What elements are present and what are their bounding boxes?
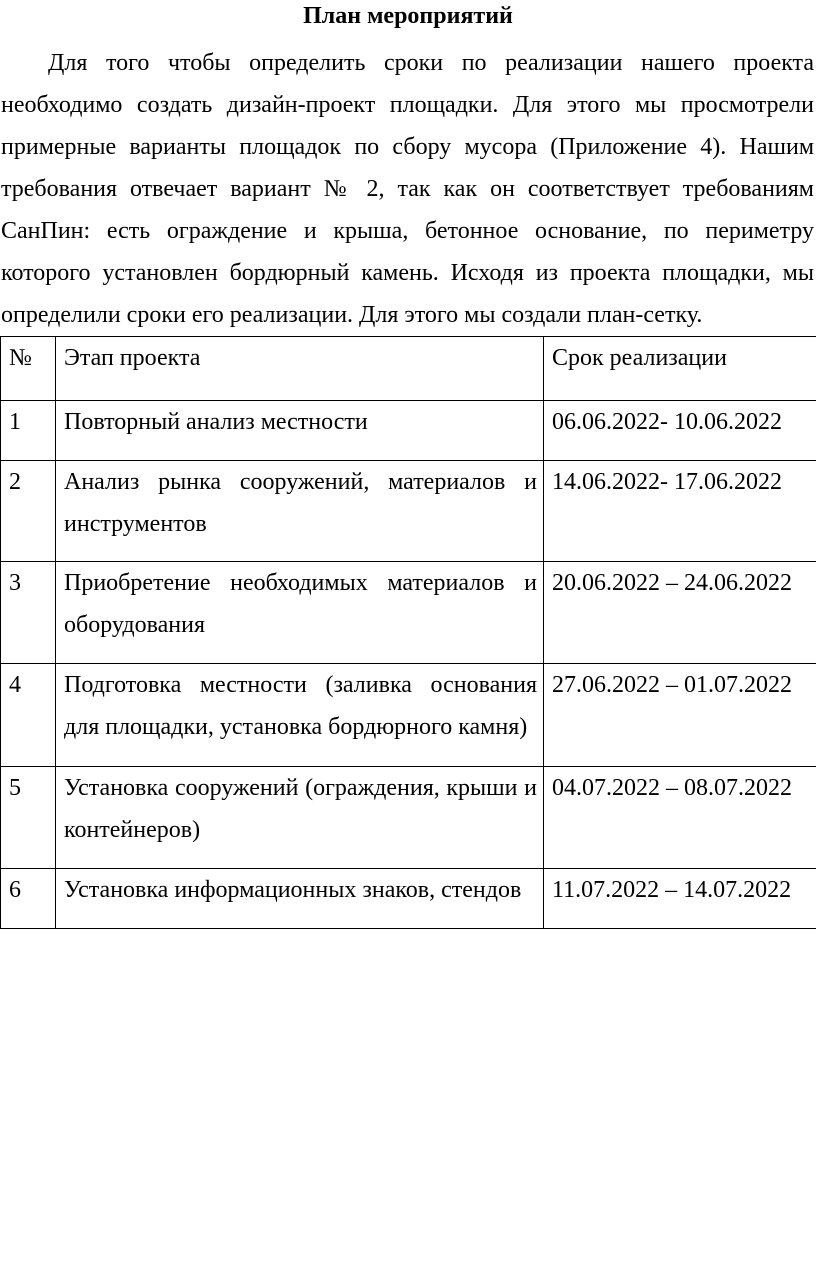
page-title: План мероприятий <box>303 3 513 29</box>
row-number: 4 <box>1 664 56 767</box>
table-header-row <box>1 337 816 401</box>
table-row <box>1 767 816 869</box>
plan-table <box>0 336 816 929</box>
row-stage: Анализ рынка сооружений, материалов и инструментов <box>56 461 544 562</box>
row-deadline: 06.06.2022- 10.06.2022 <box>544 401 816 461</box>
row-stage: Подготовка местности (заливка основания для площадки, установка бордюрного камня) <box>56 664 544 767</box>
row-deadline: 04.07.2022 – 08.07.2022 <box>544 767 816 869</box>
table-row <box>1 869 816 929</box>
header-deadline: Срок реализации <box>544 337 816 401</box>
row-stage: Повторный анализ местности <box>56 401 544 461</box>
row-stage: Установка сооружений (ограждения, крыши и контейнеров) <box>56 767 544 869</box>
intro-paragraph: Для того чтобы определить сроки по реализации нашего проекта необходимо создать дизайн-проект площадки. Для этого мы просмотрели примерные варианты площадок по сбору мусора (Приложение 4). Нашим требования отвечает вариант № 2, так как он соответствует требованиям СанПин: есть ограждение и крыша, бетонное основание, по периметру которого установлен бордюрный камень. Исходя из проекта площадки, мы определили сроки его реализации. Для этого мы создали план-сетку. <box>1 50 814 328</box>
table-row <box>1 401 816 461</box>
table-row <box>1 461 816 562</box>
document-page <box>0 0 816 336</box>
row-deadline: 27.06.2022 – 01.07.2022 <box>544 664 816 767</box>
row-number: 3 <box>1 562 56 664</box>
table-row <box>1 664 816 767</box>
row-number: 6 <box>1 869 56 929</box>
row-stage: Приобретение необходимых материалов и оборудования <box>56 562 544 664</box>
row-stage: Установка информационных знаков, стендов <box>56 869 544 929</box>
row-deadline: 11.07.2022 – 14.07.2022 <box>544 869 816 929</box>
header-number: № <box>1 337 56 401</box>
row-number: 2 <box>1 461 56 562</box>
row-number: 1 <box>1 401 56 461</box>
row-deadline: 20.06.2022 – 24.06.2022 <box>544 562 816 664</box>
row-number: 5 <box>1 767 56 869</box>
row-deadline: 14.06.2022- 17.06.2022 <box>544 461 816 562</box>
table-row <box>1 562 816 664</box>
header-stage: Этап проекта <box>56 337 544 401</box>
